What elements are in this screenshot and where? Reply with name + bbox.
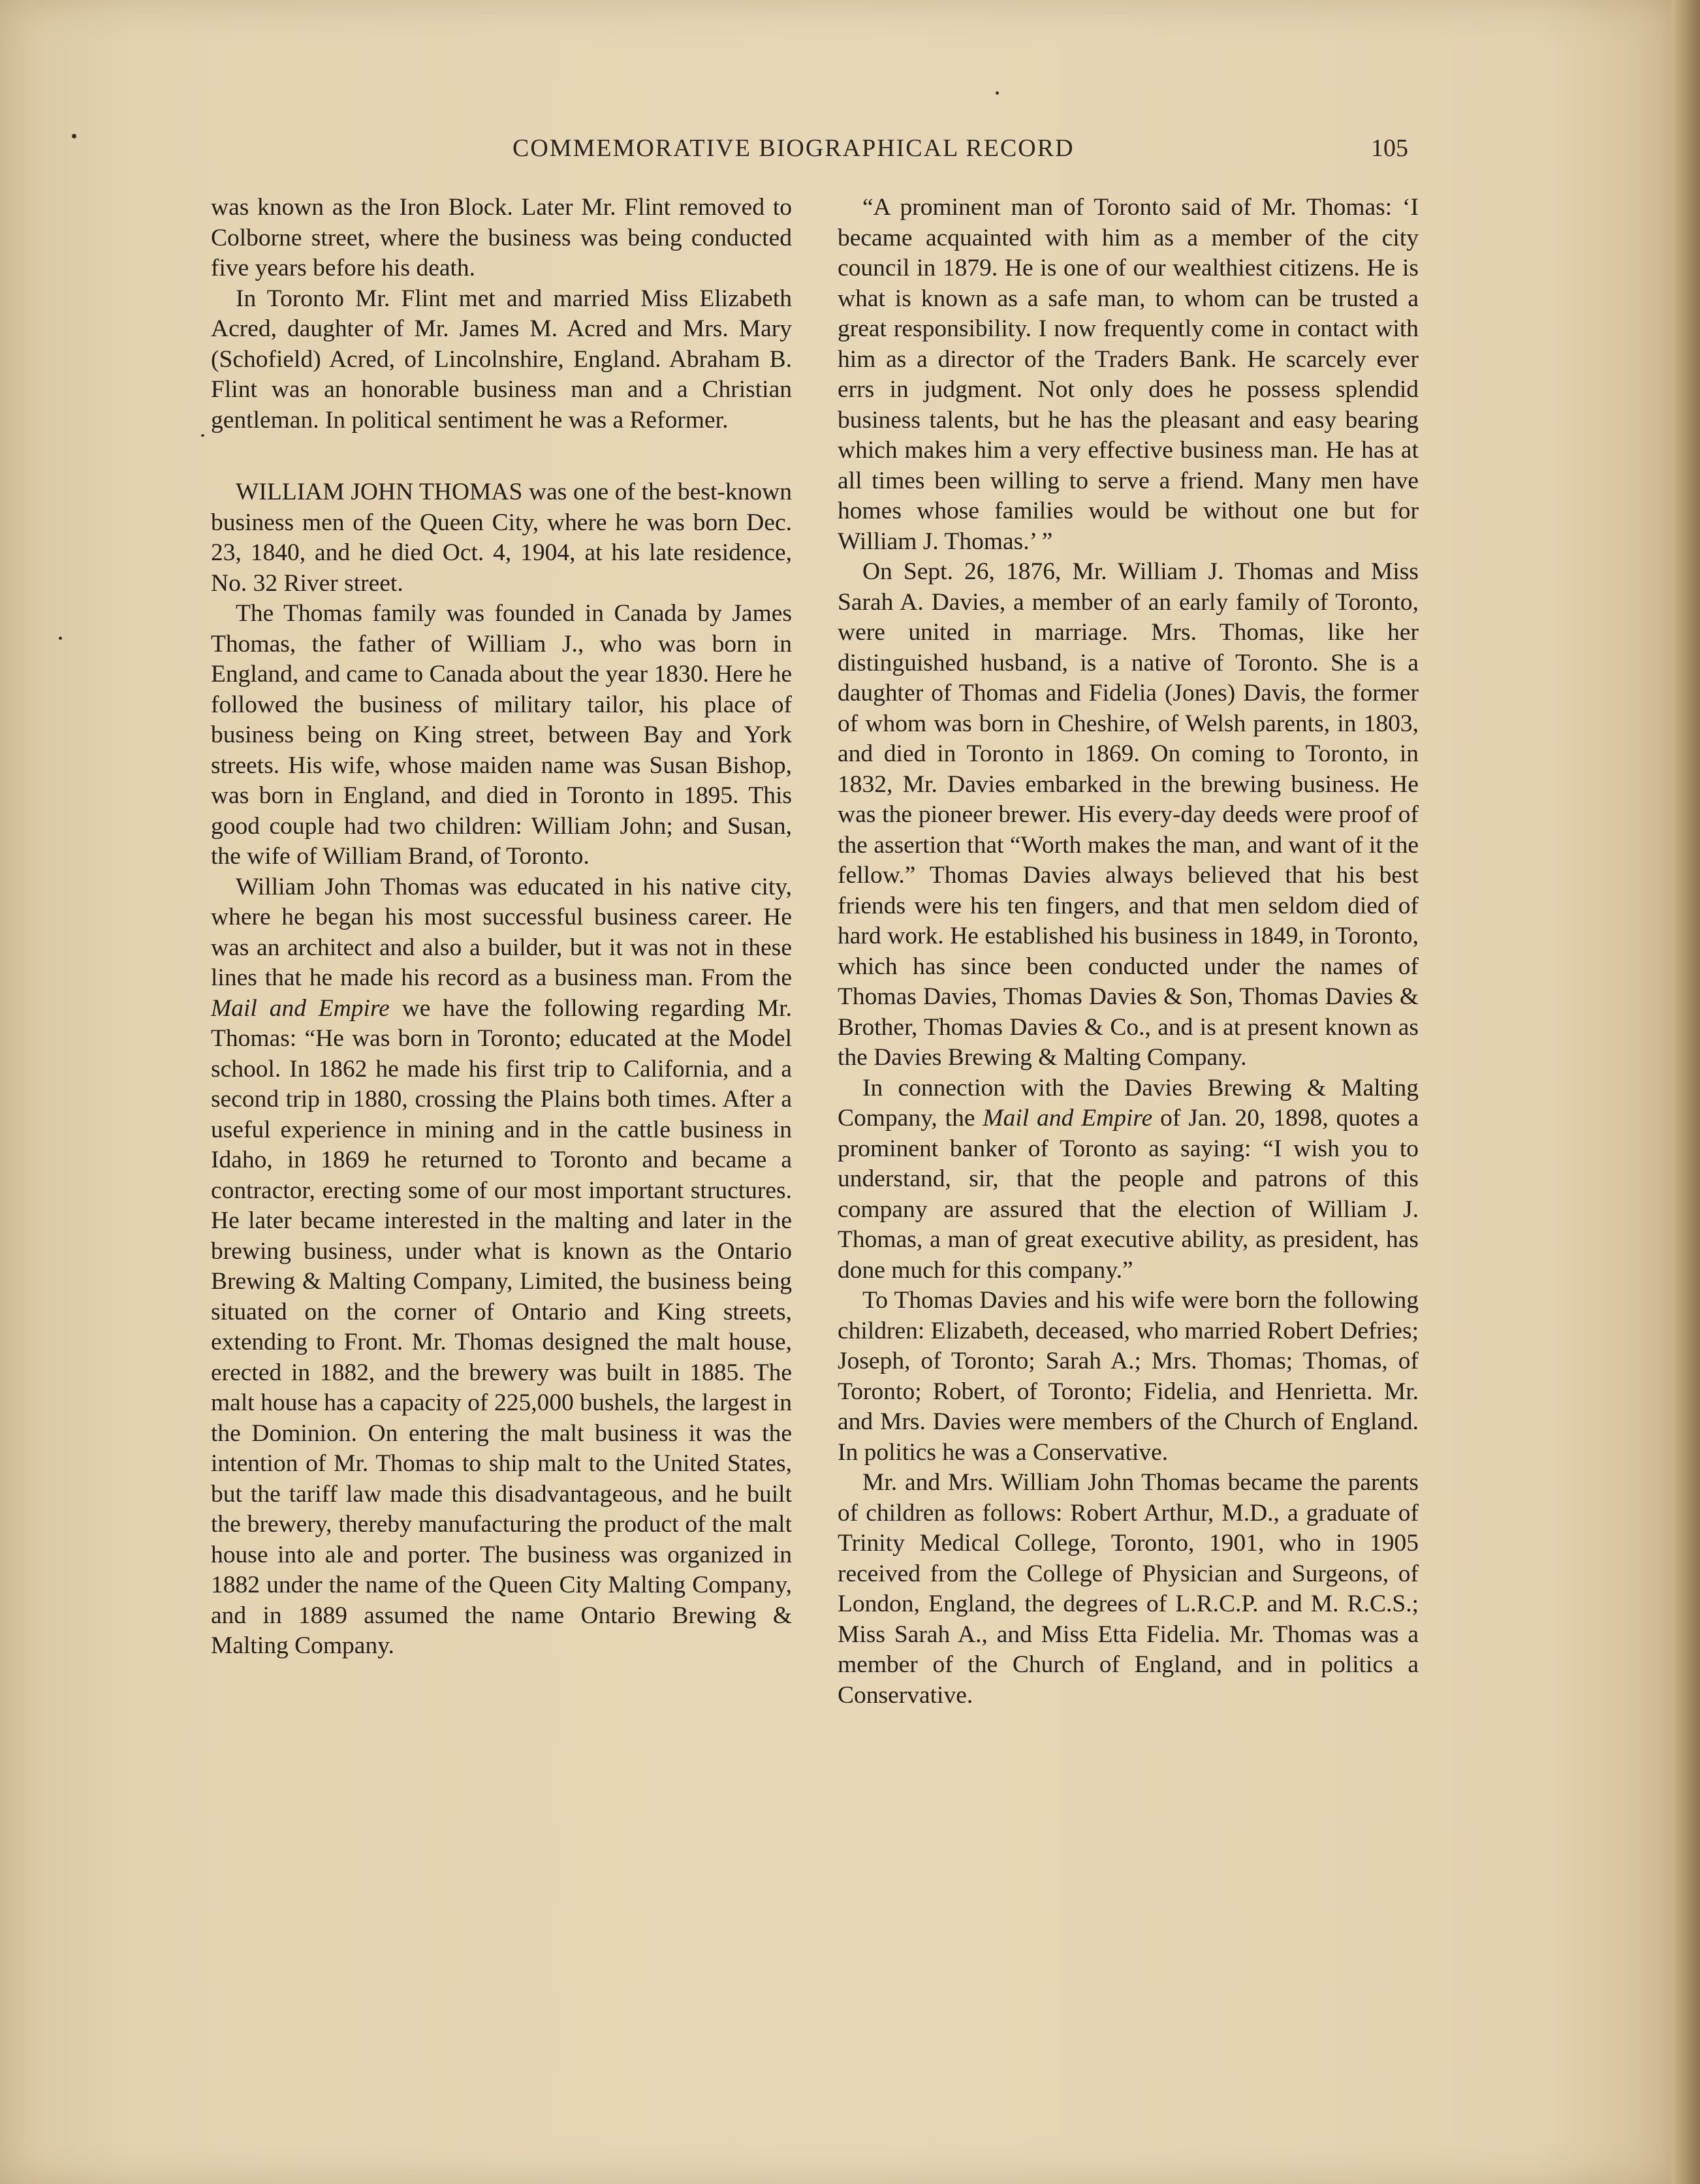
running-title: COMMEMORATIVE BIOGRAPHICAL RECORD bbox=[512, 135, 1075, 162]
running-head bbox=[196, 134, 1436, 173]
paragraph: Mr. and Mrs. William John Thomas became the parents of children as follows: Robert Arthur, M.D., a graduate of Trinity Medical College, Toronto, 1901, who in 1905 received from the College of Physician and Surgeons, of London, England, the degrees of L.R.C.P. and M. R.C.S.; Miss Sarah A., and Miss Etta Fidelia. Mr. Thomas was a member of the Church of England, and in politics a Conservative. bbox=[838, 1469, 1419, 1709]
biography-heading-paragraph: WILLIAM JOHN THOMAS was one of the best-known business men of the Queen City, where he was born Dec. 23, 1840, and he died Oct. 4, 1904, at his late residence, No. 32 River street. bbox=[211, 479, 792, 597]
left-column bbox=[211, 193, 792, 1662]
paper-speck bbox=[59, 637, 62, 640]
paragraph: was known as the Iron Block. Later Mr. Flint removed to Colborne street, where the business was being conducted five years before his death. bbox=[211, 194, 792, 281]
paragraph bbox=[838, 1073, 1419, 1286]
paragraph bbox=[211, 872, 792, 1662]
paragraph: On Sept. 26, 1876, Mr. William J. Thomas and Miss Sarah A. Davies, a member of an early family of Toronto, were united in marriage. Mrs. Thomas, like her distinguished husband, is a native of Toronto. She is a daughter of Thomas and Fidelia (Jones) Davis, the former of whom was born in Cheshire, of Welsh parents, in 1803, and died in Toronto in 1869. On coming to Toronto, in 1832, Mr. Davies embarked in the brewing business. He was the pioneer brewer. His every-day deeds were proof of the assertion that “Worth makes the man, and want of it the fellow.” Thomas Davies always believed that his best friends were his ten fingers, and that men seldom died of hard work. He established his business in 1849, in Toronto, which has since been conducted under the names of Thomas Davies, Thomas Davies & Son, Thomas Davies & Brother, Thomas Davies & Co., and is at present known as the Davies Brewing & Malting Company. bbox=[838, 558, 1419, 1071]
page-number: 105 bbox=[1371, 135, 1408, 162]
text-run: William John Thomas was educated in his native city, where he began his most successful business career. He was an architect and also a builder, but it was not in these lines that he made his record as a business man. From the bbox=[211, 873, 792, 991]
paragraph: “A prominent man of Toronto said of Mr. Thomas: ‘I became acquainted with him as a member of the city council in 1879. He is one of our wealthiest citizens. He is what is known as a safe man, to whom can be trusted a great responsibility. I now frequently come in contact with him as a director of the Traders Bank. He scarcely ever errs in judgment. Not only does he possess splendid business talents, but he has the pleasant and easy bearing which makes him a very effective business man. He has at all times been willing to serve a friend. Many men have homes whose families would be without one but for William J. Thomas.’ ” bbox=[838, 194, 1419, 555]
italic-title: Mail and Empire bbox=[211, 994, 390, 1022]
italic-title: Mail and Empire bbox=[983, 1105, 1153, 1132]
text-run: of Jan. 20, 1898, quotes a prominent banker of Toronto as saying: “I wish you to understand, sir, that the people and patrons of this company are assured that the election of William J. Thomas, a man of great executive ability, as president, has done much for this company.” bbox=[838, 1105, 1419, 1284]
right-column bbox=[838, 193, 1419, 1711]
text-run: we have the following regarding Mr. Thomas: “He was born in Toronto; educated at the Model school. In 1862 he made his first trip to California, and a second trip in 1880, crossing the Plains both times. After a useful experience in mining and in the cattle business in Idaho, in 1869 he returned to Toronto and became a contractor, erecting some of our most important structures. He later became interested in the malting and later in the brewing business, under what is known as the Ontario Brewing & Malting Company, Limited, the business being situated on the corner of Ontario and King streets, extending to Front. Mr. Thomas designed the malt house, erected in 1882, and the brewery was built in 1885. The malt house has a capacity of 225,000 bushels, the largest in the Dominion. On entering the malt business it was the intention of Mr. Thomas to ship malt to the United States, but the tariff law made this disadvantageous, and he built the brewery, thereby manufacturing the product of the malt house into ale and porter. The business was organized in 1882 under the name of the Queen City Malting Company, and in 1889 assumed the name Ontario Brewing & Malting Company. bbox=[211, 994, 792, 1659]
paper-speck bbox=[996, 91, 999, 95]
text-run: In connection with the Davies Brewing & Malting Company, the bbox=[838, 1074, 1419, 1132]
page-edge bbox=[1671, 0, 1700, 2184]
paragraph: To Thomas Davies and his wife were born the following children: Elizabeth, deceased, who married Robert Defries; Joseph, of Toronto; Sarah A.; Mrs. Thomas; Thomas, of Toronto; Robert, of Toronto; Fidelia, and Henrietta. Mr. and Mrs. Davies were members of the Church of England. In politics he was a Conservative. bbox=[838, 1287, 1419, 1466]
paper-speck bbox=[72, 134, 76, 138]
paper-speck bbox=[201, 434, 204, 437]
paragraph: The Thomas family was founded in Canada by James Thomas, the father of William J., who was born in England, and came to Canada about the year 1830. Here he followed the business of military tailor, his place of business being on King street, between Bay and York streets. His wife, whose maiden name was Susan Bishop, was born in England, and died in Toronto in 1895. This good couple had two children: William John; and Susan, the wife of William Brand, of Toronto. bbox=[211, 600, 792, 870]
paragraph: In Toronto Mr. Flint met and married Miss Elizabeth Acred, daughter of Mr. James M. Acred and Mrs. Mary (Schofield) Acred, of Lincolnshire, England. Abraham B. Flint was an honorable business man and a Christian gentleman. In political sentiment he was a Reformer. bbox=[211, 285, 792, 434]
